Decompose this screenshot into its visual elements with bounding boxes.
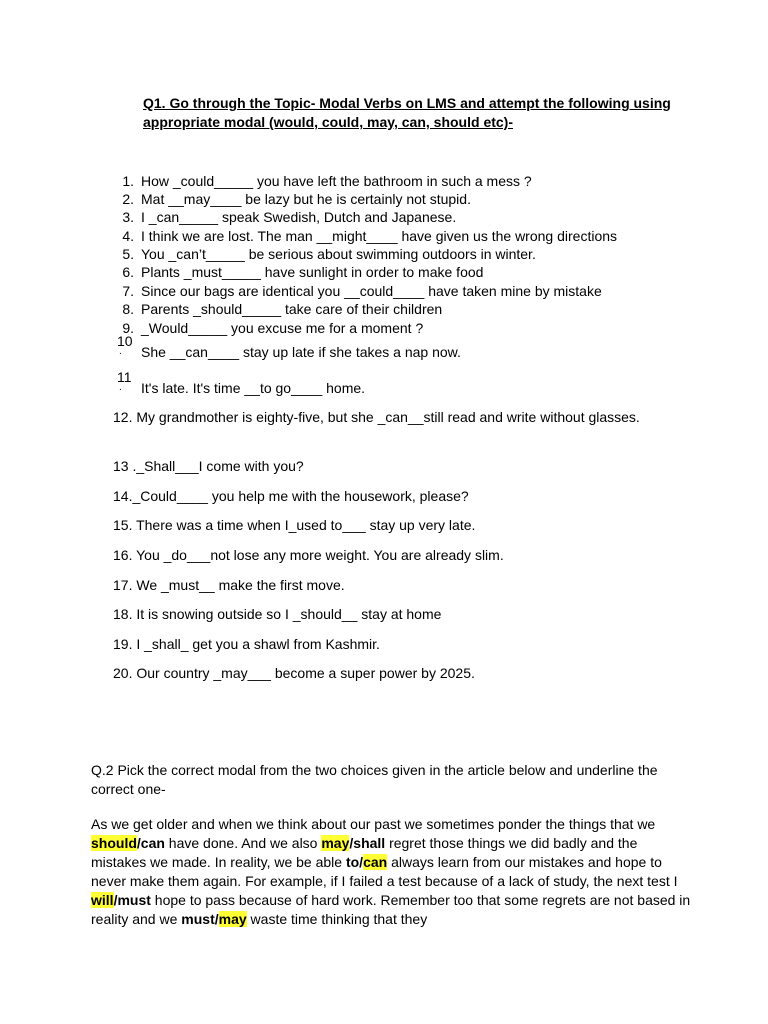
list-item-text: Parents _should_____ take care of their children: [141, 301, 443, 317]
highlighted-modal: may: [218, 911, 247, 927]
article-text: regret those things we did badly and the mistakes we made. In reality, we be able: [91, 835, 638, 870]
q1-item-16: 16. You _do___not lose any more weight. You are already slim.: [113, 547, 504, 563]
q1-item-18: 18. It is snowing outside so I _should__ stay at home: [113, 606, 442, 622]
q1-item-15: 15. There was a time when I_used to___ stay up very late.: [113, 517, 476, 533]
list-item-text: I think we are lost. The man __might____ have given us the wrong directions: [141, 228, 618, 244]
q1-item-17: 17. We _must__ make the first move.: [113, 577, 345, 593]
q2-article: [91, 815, 691, 929]
q1-item-20: 20. Our country _may___ become a super power by 2025.: [113, 665, 475, 681]
q1-item-12: 12. My grandmother is eighty-five, but she _can__still read and write without glasses.: [113, 409, 640, 425]
list-item-number: 1.: [122, 173, 134, 189]
list-item-number: 8.: [122, 301, 134, 317]
list-item-text: How _could_____ you have left the bathroom in such a mess ?: [141, 173, 532, 189]
article-text: have done. And we also: [164, 835, 322, 851]
list-item-number: 2.: [122, 191, 134, 207]
q2-heading: Q.2 Pick the correct modal from the two choices given in the article below and underline the correct one-: [91, 762, 658, 797]
q1-item-13: 13 ._Shall___I come with you?: [113, 458, 304, 474]
list-item-text: It's late. It's time __to go____ home.: [141, 380, 366, 396]
modal-choice: /can: [136, 835, 165, 851]
highlighted-modal: should: [91, 835, 137, 851]
list-item-number: 9.: [122, 320, 134, 336]
highlighted-modal: will: [91, 892, 114, 908]
list-item-number: 11 .: [117, 369, 132, 393]
list-item-number: 10 .: [117, 333, 133, 357]
q1-item-14: 14._Could____ you help me with the housework, please?: [113, 488, 469, 504]
article-text: hope to pass because of hard work. Remember too that some regrets are not based in reality and we: [91, 892, 691, 927]
article-text: always learn from our mistakes and hope to never make them again. For example, if I failed a test because of a lack of study, the next test I: [91, 854, 678, 889]
list-item-text: She __can____ stay up late if she takes a nap now.: [141, 344, 461, 360]
list-item-text: You _can’t_____ be serious about swimming outdoors in winter.: [141, 246, 536, 262]
highlighted-modal: may: [321, 835, 350, 851]
modal-choice: to/: [345, 854, 364, 870]
list-item-text: Since our bags are identical you __could____ have taken mine by mistake: [141, 283, 602, 299]
list-item-number: 4.: [122, 228, 134, 244]
list-item-number: 3.: [122, 209, 134, 225]
list-item-text: I _can_____ speak Swedish, Dutch and Japanese.: [141, 209, 457, 225]
list-item-number: 7.: [122, 283, 134, 299]
list-item-text: _Would_____ you excuse me for a moment ?: [141, 320, 424, 336]
modal-choice: must/: [181, 911, 219, 927]
modal-choice: /shall: [349, 835, 386, 851]
list-item-number: 6.: [122, 264, 134, 280]
article-text: As we get older and when we think about our past we sometimes ponder the things that we: [91, 816, 656, 832]
modal-choice: /must: [113, 892, 151, 908]
article-text: waste time thinking that they: [246, 911, 428, 927]
q1-item-19: 19. I _shall_ get you a shawl from Kashmir.: [113, 636, 380, 652]
list-item-number: 5.: [122, 246, 134, 262]
list-item-text: Mat __may____ be lazy but he is certainly not stupid.: [141, 191, 471, 207]
list-item-text: Plants _must_____ have sunlight in order to make food: [141, 264, 484, 280]
highlighted-modal: can: [363, 854, 388, 870]
q1-heading: Q1. Go through the Topic- Modal Verbs on LMS and attempt the following using appropriate modal (would, could, may, can, should etc)-: [143, 95, 671, 130]
